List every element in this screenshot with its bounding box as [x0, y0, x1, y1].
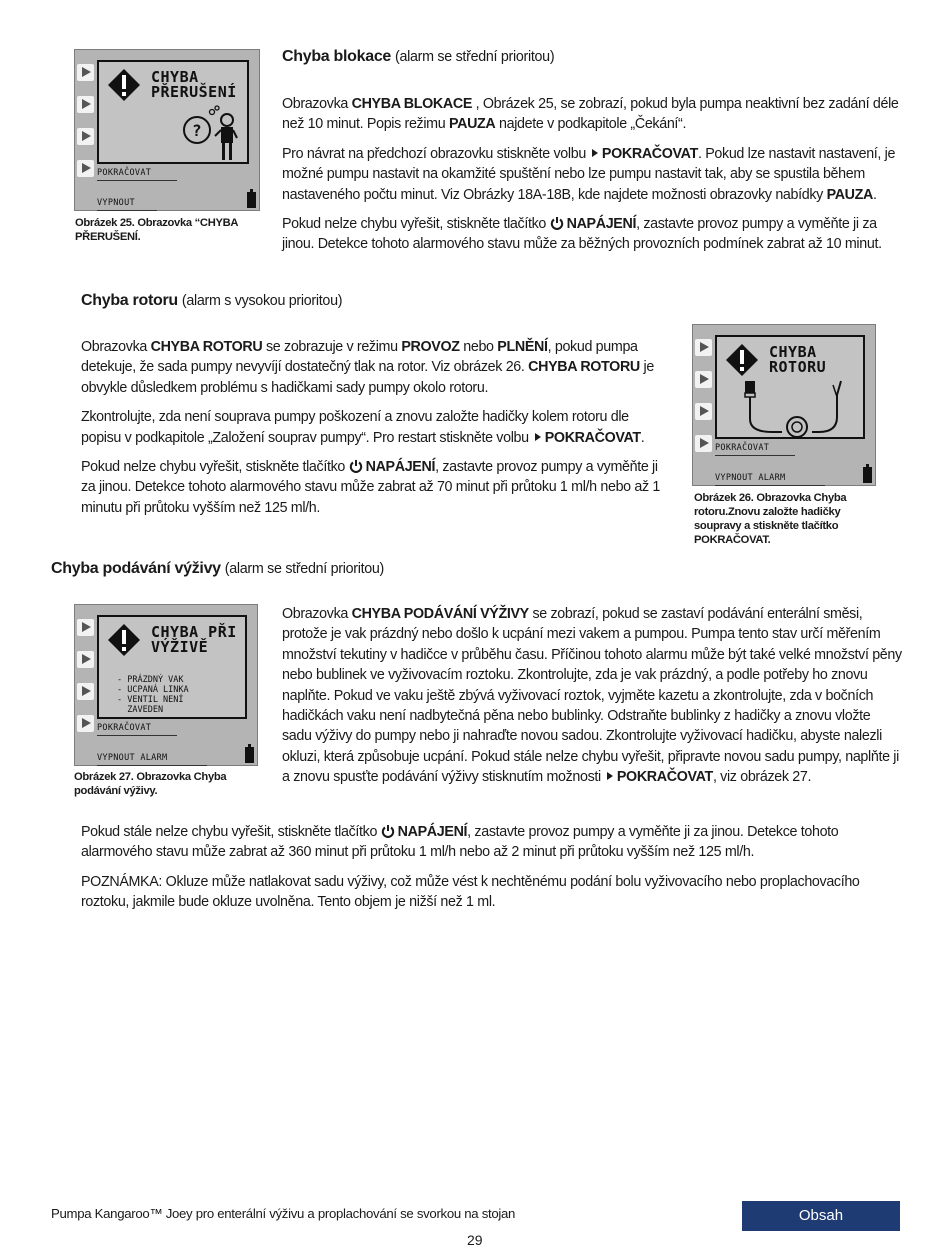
battery-icon — [247, 192, 256, 208]
toc-button[interactable]: Obsah — [742, 1201, 900, 1231]
exclamation-alert-icon — [725, 343, 759, 377]
exclamation-alert-icon — [107, 623, 141, 657]
menu-divider — [715, 485, 825, 486]
menu-option-pokracovat[interactable]: POKRAČOVAT — [97, 723, 152, 733]
screen-chyba-pri-vyzive — [74, 604, 258, 766]
screen-display — [97, 615, 247, 719]
menu-option-vypnout-alarm[interactable]: VYPNOUT ALARM — [715, 473, 786, 483]
paragraph: Pokud stále nelze chybu vyřešit, stiskněte tlačítko NAPÁJENÍ, zastavte provoz pumpy a vyměňte ji za jinou. Detekce tohoto alarmového stavu může zabrat až 360 minut při průtoku 1 ml/h nebo až 2 minut při průtoku vyšším než 125 ml/h. — [81, 824, 839, 861]
softkey-arrow-icon — [695, 371, 712, 388]
section-body-chyba-podavani-vyzivy-continued — [81, 822, 881, 922]
softkey-arrow-icon — [77, 683, 94, 700]
menu-divider — [97, 765, 207, 766]
power-icon — [381, 824, 395, 838]
section-body-chyba-podavani-vyzivy — [282, 604, 902, 797]
menu-divider — [715, 455, 795, 456]
softkey-arrow-icon — [695, 403, 712, 420]
menu-divider — [97, 735, 177, 736]
screen-display — [97, 60, 249, 164]
softkey-arrows — [77, 64, 95, 192]
section-heading-chyba-podavani-vyzivy: Chyba podávání výživy (alarm se střední prioritou) — [51, 560, 385, 577]
softkey-arrow-icon — [695, 435, 712, 452]
screen-display — [715, 335, 865, 439]
softkey-arrows — [695, 339, 713, 467]
menu-option-pokracovat[interactable]: POKRAČOVAT — [97, 168, 152, 178]
page-number: 29 — [467, 1232, 483, 1248]
menu-divider — [97, 210, 157, 211]
menu-divider — [97, 180, 177, 181]
screen-chyba-preruseni — [74, 49, 260, 211]
paragraph: Pro návrat na předchozí obrazovku stiskněte volbu POKRAČOVAT. Pokud lze nastavit nastavení, je možné pumpu nastavit na okamžité spuštění nebo lze pumpu nastavit tak, aby se spustila během nastaveného počtu minut. Viz Obrázky 18A-18B, kde najdete možnosti obrazovky nabídky PAUZA. — [282, 145, 896, 203]
svg-text:?: ? — [192, 121, 202, 140]
section-heading-chyba-blokace: Chyba blokace (alarm se střední prioritou) — [282, 48, 555, 65]
rotor-tubing-icon — [737, 377, 847, 439]
power-icon — [550, 216, 564, 230]
softkey-arrow-icon — [695, 339, 712, 356]
menu-option-vypnout[interactable]: VYPNOUT — [97, 198, 135, 208]
section-body-chyba-blokace — [282, 94, 900, 264]
power-icon — [349, 459, 363, 473]
softkey-arrows — [77, 619, 95, 747]
screen-chyba-rotoru — [692, 324, 876, 486]
confused-person-icon — [181, 104, 243, 162]
screen-title: CHYBA PŘI VÝŽIVĚ — [151, 623, 237, 656]
paragraph: Obrazovka CHYBA ROTORU se zobrazuje v režimu PROVOZ nebo PLNĚNÍ, pokud pumpa detekuje, že sada pumpy nevyvíjí dostatečný tlak na rotor. Viz obrázek 26. CHYBA ROTORU je obvykle důsledkem problému s hadičkami sady pumpy okolo rotoru. — [81, 339, 654, 396]
softkey-arrow-icon — [77, 619, 94, 636]
menu-option-vypnout-alarm[interactable]: VYPNOUT ALARM — [97, 753, 168, 763]
battery-icon — [245, 747, 254, 763]
triangle-right-icon — [607, 772, 613, 780]
menu-option-pokracovat[interactable]: POKRAČOVAT — [715, 443, 770, 453]
figure-caption-26: Obrázek 26. Obrazovka Chyba rotoru.Znovu založte hadičky soupravy a stiskněte tlačítko POKRAČOVAT. — [694, 492, 847, 546]
battery-icon — [863, 467, 872, 483]
paragraph: Pokud nelze chybu vyřešit, stiskněte tlačítko NAPÁJENÍ, zastavte provoz pumpy a vyměňte ji za jinou. Detekce tohoto alarmového stavu může zabrat až 70 minut při průtoku 1 ml/h nebo až 1 minutu při průtoku vyšším než 125 ml/h. — [81, 459, 661, 516]
paragraph: Obrazovka CHYBA PODÁVÁNÍ VÝŽIVY se zobrazí, pokud se zastaví podávání enterální směsi, protože je vak prázdný nebo došlo k ucpání mezi vakem a pumpou. Pumpa tento stav určí měřením množství tekutiny v hadičce v průběhu času. Příčinou tohoto alarmu může být také velké množství pěny nebo bublinek ve vyživovacím roztoku. Zkontrolujte, zda je vak prázdný, a podle potřeby ho znovu naplňte. Pokud ve vaku ještě zbývá vyživovací roztok, vyjměte kazetu a zkontrolujte, zda v bočních hadičkách vaku není nadbytečná pěna nebo bublinky. Odstraňte bublinky z hadičky a znovu vložte sadu výživy do pumpy nebo ji nahraďte novou sadou. Zkontrolujte vyživovací hadičku, abyste nalezli okluzi, která způsobuje ucpání. Pokud stále nelze chybu vyřešit, připravte novou sadu pumpy, naplňte ji a znovu spusťte podávání výživy stisknutím možnosti POKRAČOVAT, viz obrázek 27. — [282, 606, 902, 786]
section-body-chyba-rotoru — [81, 337, 671, 527]
triangle-right-icon — [535, 433, 541, 441]
section-heading-chyba-rotoru: Chyba rotoru (alarm s vysokou prioritou) — [81, 292, 343, 309]
figure-caption-25: Obrázek 25. Obrazovka “CHYBA PŘERUŠENÍ. — [75, 217, 239, 243]
footer-document-title: Pumpa Kangaroo™ Joey pro enterální výživu a proplachování se svorkou na stojan — [51, 1206, 516, 1221]
screen-title: CHYBA PŘERUŠENÍ — [151, 68, 237, 101]
paragraph: Obrazovka CHYBA BLOKACE , Obrázek 25, se zobrazí, pokud byla pumpa neaktivní bez zadání déle než 10 minut. Popis režimu PAUZA najdete v podkapitole „Čekání“. — [282, 96, 899, 133]
note-paragraph: POZNÁMKA: Okluze může natlakovat sadu výživy, což může vést k nechtěnému podání bolu vyživovacího nebo proplachovacího roztoku, jakmile bude okluze uvolněna. Tento objem je nižší než 1 ml. — [81, 873, 860, 911]
softkey-arrow-icon — [77, 96, 94, 113]
softkey-arrow-icon — [77, 128, 94, 145]
softkey-arrow-icon — [77, 64, 94, 81]
softkey-arrow-icon — [77, 160, 94, 177]
exclamation-alert-icon — [107, 68, 141, 102]
paragraph: Zkontrolujte, zda není souprava pumpy poškození a znovu založte hadičky kolem rotoru dle popisu v podkapitole „Založení souprav pumpy“. Pro restart stiskněte volbu POKRAČOVAT. — [81, 409, 645, 446]
figure-caption-27: Obrázek 27. Obrazovka Chyba podávání výživy. — [74, 771, 227, 797]
triangle-right-icon — [592, 149, 598, 157]
screen-cause-list: - PRÁZDNÝ VAK - UCPANÁ LINKA - VENTIL NENÍ ZAVEDEN — [117, 675, 189, 715]
softkey-arrow-icon — [77, 651, 94, 668]
softkey-arrow-icon — [77, 715, 94, 732]
screen-title: CHYBA ROTORU — [769, 343, 827, 376]
paragraph: Pokud nelze chybu vyřešit, stiskněte tlačítko NAPÁJENÍ, zastavte provoz pumpy a vyměňte ji za jinou. Detekce tohoto alarmového stavu může za běžných provozních podmínek zabrat až 10 minut. — [282, 216, 882, 253]
